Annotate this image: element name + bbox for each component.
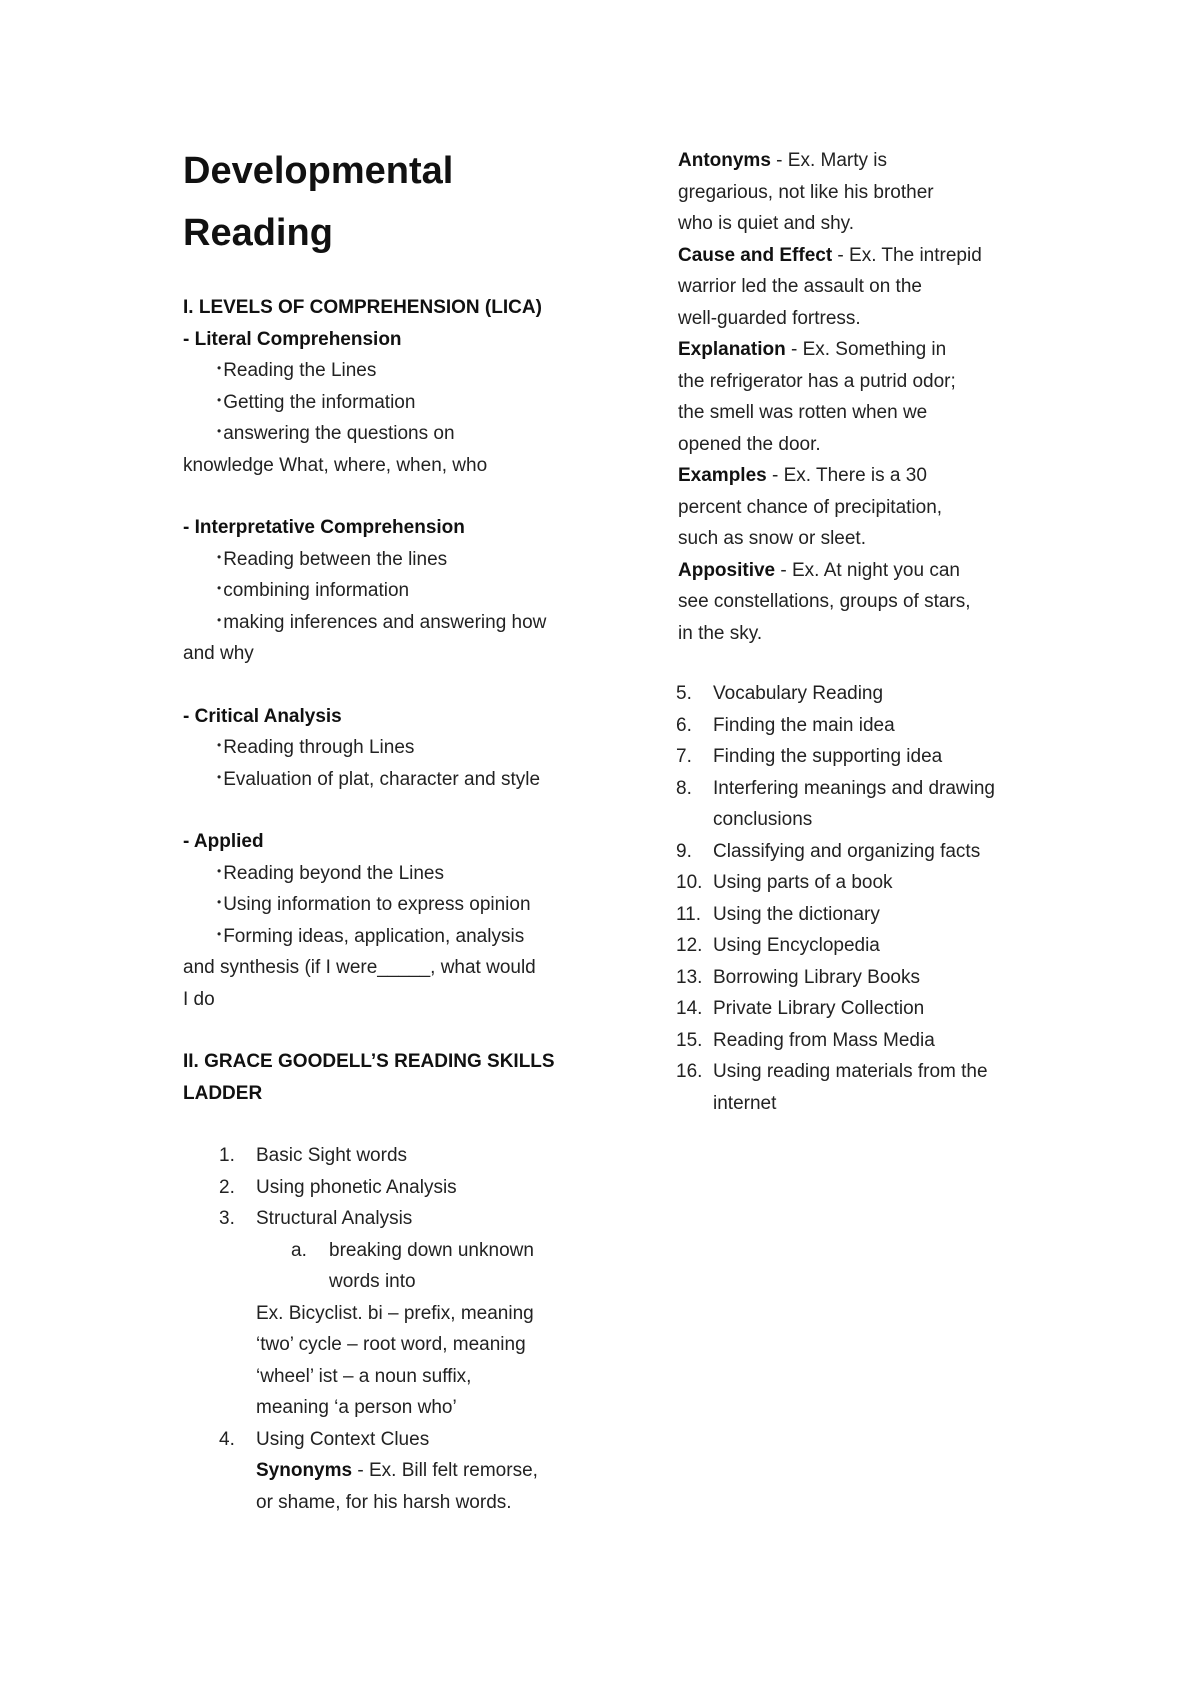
- context-clue-examples: Examples - Ex. There is a 30 percent chance of precipitation, such as snow or sleet.: [678, 465, 943, 549]
- list-item: 11. Using the dictionary: [676, 903, 880, 925]
- list-item: • Reading between the lines: [217, 548, 448, 570]
- list-item: 13. Borrowing Library Books: [676, 966, 920, 988]
- list-item-continuation: I do: [183, 988, 215, 1010]
- list-item: 14. Private Library Collection: [676, 998, 925, 1019]
- list-item: • Getting the information: [217, 391, 416, 413]
- example-text: Ex. Bicyclist. bi – prefix, meaning ‘two’ cycle – root word, meaning ‘wheel’ ist – a noun suffix, meaning ‘a person who’: [256, 1302, 534, 1418]
- bullet-icon: •: [217, 738, 222, 752]
- list-item: 15. Reading from Mass Media: [676, 1029, 935, 1051]
- context-clue-antonyms: Antonyms - Ex. Marty is gregarious, not like his brother who is quiet and shy.: [678, 150, 934, 234]
- list-item: 12. Using Encyclopedia: [676, 935, 880, 956]
- list-item: • combining information: [217, 580, 410, 601]
- list-item: 9. Classifying and organizing facts: [676, 840, 981, 862]
- list-item: • Forming ideas, application, analysis: [217, 925, 525, 947]
- list-item-continuation: and why: [183, 643, 254, 664]
- bullet-icon: •: [217, 581, 222, 595]
- title-line-2: Reading: [183, 212, 333, 254]
- bullet-icon: •: [217, 392, 222, 407]
- bullet-icon: •: [217, 863, 222, 878]
- list-item: • Evaluation of plat, character and style: [217, 768, 541, 790]
- context-clue-explanation: Explanation - Ex. Something in the refrigerator has a putrid odor; the smell was rotten when we opened the door.: [678, 339, 956, 455]
- list-item: 3. Structural Analysis: [219, 1208, 413, 1229]
- level-applied: [183, 826, 583, 1015]
- list-item: 16. Using reading materials from the internet: [676, 1061, 988, 1114]
- bullet-icon: •: [217, 769, 222, 784]
- right-column: [678, 145, 1038, 1119]
- list-item: 6. Finding the main idea: [676, 714, 895, 736]
- list-item: • Reading the Lines: [217, 360, 377, 381]
- page-title: [183, 140, 583, 264]
- bullet-icon: •: [217, 549, 222, 564]
- list-item: 8. Interfering meanings and drawing conclusions: [676, 777, 996, 830]
- bullet-icon: •: [217, 612, 222, 627]
- left-column: [183, 140, 583, 1518]
- list-item: • making inferences and answering how: [217, 611, 547, 633]
- context-clue-appositive: Appositive - Ex. At night you can see constellations, groups of stars, in the sky.: [678, 559, 971, 644]
- level-heading: - Applied: [183, 831, 264, 852]
- section2-heading: II. GRACE GOODELL’S READING SKILLS LADDER: [183, 1051, 555, 1104]
- bullet-icon: •: [217, 895, 222, 909]
- level-heading: - Interpretative Comprehension: [183, 517, 465, 538]
- level-interpretative: [183, 512, 583, 670]
- list-item: • answering the questions on: [217, 423, 455, 444]
- list-item: 2. Using phonetic Analysis: [219, 1176, 457, 1198]
- bullet-icon: •: [217, 926, 222, 941]
- context-clue-cause-effect: Cause and Effect - Ex. The intrepid warrior led the assault on the well-guarded fortress.: [678, 244, 982, 329]
- list-item: • Using information to express opinion: [217, 894, 531, 915]
- context-clue-synonyms: Synonyms - Ex. Bill felt remorse, or shame, for his harsh words.: [256, 1460, 538, 1513]
- section1-heading: I. LEVELS OF COMPREHENSION (LICA): [183, 297, 542, 318]
- list-item-continuation: knowledge What, where, when, who: [183, 454, 488, 476]
- list-item: • Reading beyond the Lines: [217, 862, 444, 884]
- sub-list-item: a. breaking down unknown words into: [291, 1239, 534, 1292]
- list-item: 10. Using parts of a book: [676, 872, 893, 893]
- title-line-1: Developmental: [183, 150, 454, 192]
- level-heading: - Literal Comprehension: [183, 328, 402, 350]
- level-heading: - Critical Analysis: [183, 705, 342, 727]
- level-literal: [183, 324, 583, 482]
- list-item: 4. Using Context Clues: [219, 1428, 430, 1450]
- list-item-continuation: and synthesis (if I were_____, what would: [183, 957, 536, 978]
- list-item: 1. Basic Sight words: [219, 1145, 408, 1166]
- bullet-icon: •: [217, 424, 222, 438]
- list-item: 5. Vocabulary Reading: [676, 683, 884, 704]
- bullet-icon: •: [217, 361, 222, 375]
- level-critical: [183, 701, 583, 796]
- list-item: 7. Finding the supporting idea: [676, 746, 943, 767]
- list-item: • Reading through Lines: [217, 737, 415, 758]
